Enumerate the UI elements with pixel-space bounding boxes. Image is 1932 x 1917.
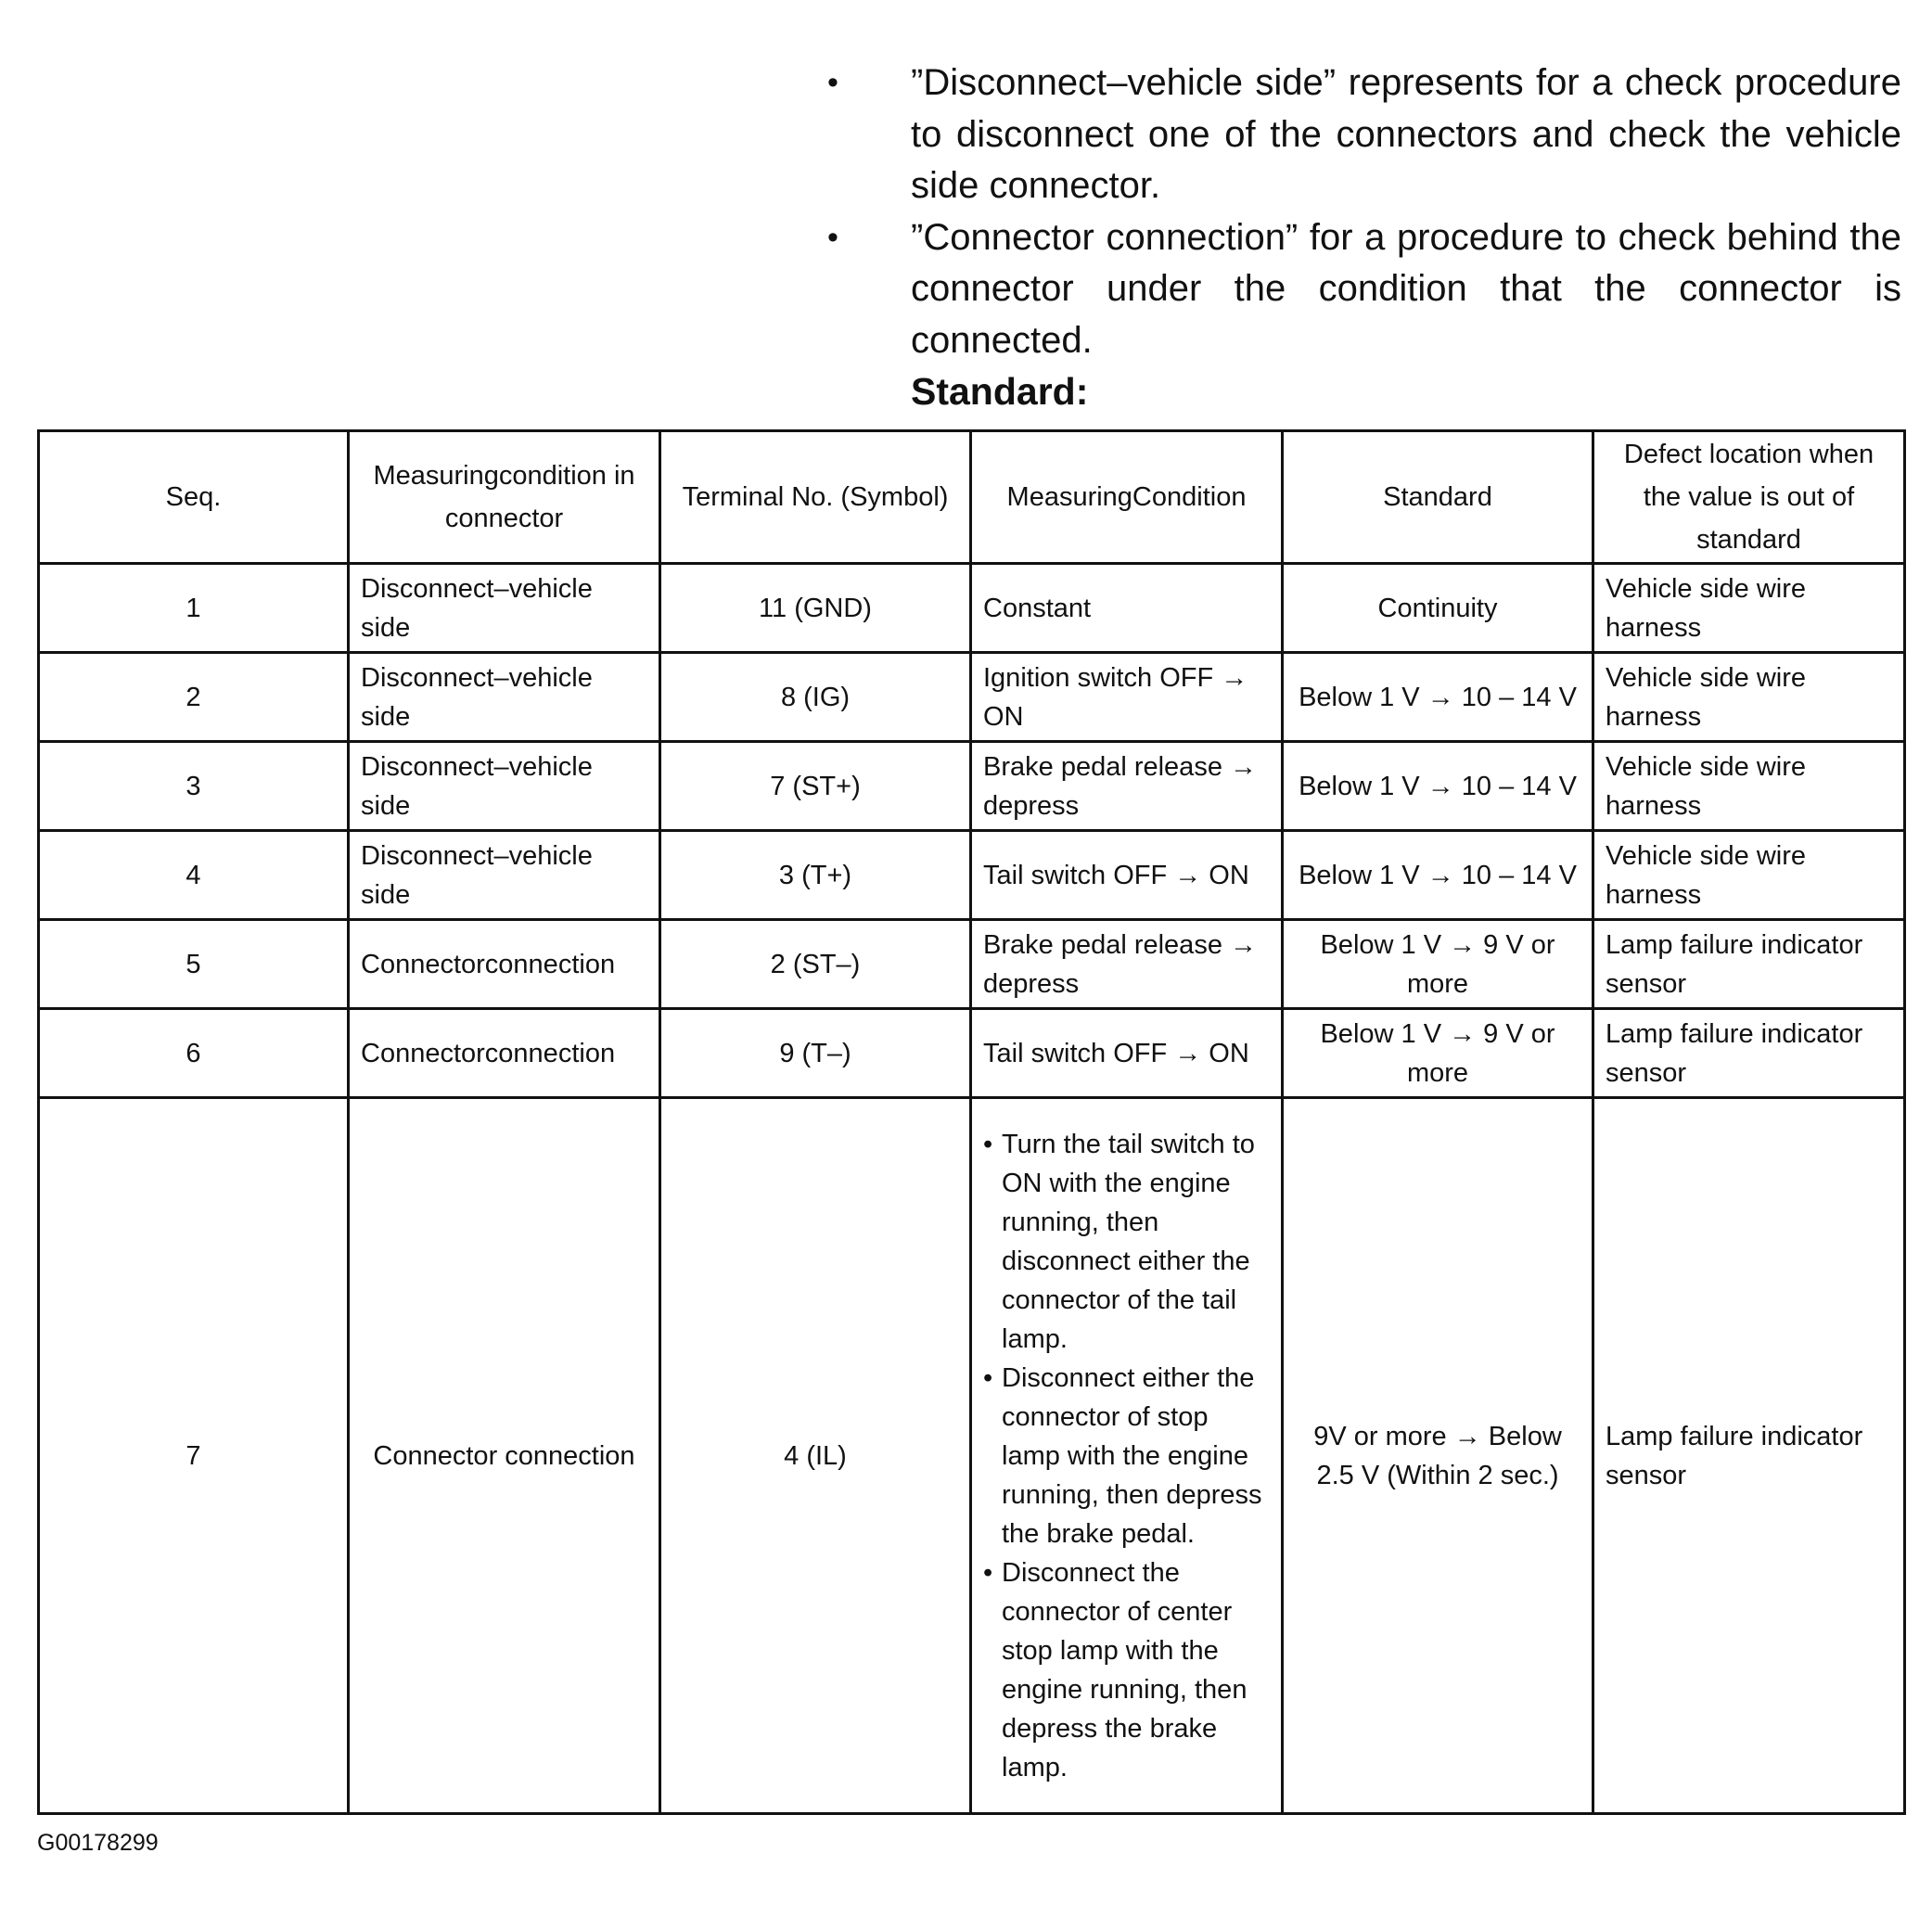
table-row [39,742,1905,831]
cell-terminal: 11 (GND) [660,564,971,653]
table-row [39,564,1905,653]
intro-bullet [818,212,1901,367]
cell-seq: 6 [39,1009,349,1098]
header-seq: Seq. [39,431,349,564]
cell-condition-in-connector: Connectorconnection [349,1009,660,1098]
table-row [39,831,1905,920]
intro-bullet [818,58,1901,212]
cell-seq: 3 [39,742,349,831]
cell-standard: 9V or more → Below 2.5 V (Within 2 sec.) [1283,1098,1593,1814]
cell-seq: 2 [39,653,349,742]
standard-heading: Standard: [911,370,1089,413]
cell-measuring-condition: Ignition switch OFF → ON [971,653,1283,742]
intro-bullet-text: ”Disconnect–vehicle side” represents for a check procedure to disconnect one of the connectors and check the vehicle side connector. [911,62,1901,206]
intro-bullets [818,58,1901,418]
header-measuring-condition: MeasuringCondition [971,431,1283,564]
intro-bullet-text: ”Connector connection” for a procedure to check behind the connector under the condition that the connector is connected. [911,216,1901,361]
cell-condition-in-connector: Connectorconnection [349,920,660,1009]
cell-standard: Below 1 V → 10 – 14 V [1283,653,1593,742]
cell-measuring-condition: Brake pedal release → depress [971,920,1283,1009]
cell-terminal: 9 (T–) [660,1009,971,1098]
cell-terminal: 3 (T+) [660,831,971,920]
cell-standard: Below 1 V → 9 V or more [1283,920,1593,1009]
cell-condition-in-connector: Disconnect–vehicle side [349,564,660,653]
cell-measuring-condition: Constant [971,564,1283,653]
header-defect-location: Defect location when the value is out of standard [1593,431,1905,564]
table-row [39,1098,1905,1814]
procedure-list [983,1125,1270,1787]
table-row [39,920,1905,1009]
cell-defect-location: Vehicle side wire harness [1593,742,1905,831]
header-standard: Standard [1283,431,1593,564]
procedure-step: • Disconnect the connector of center stop lamp with the engine running, then depress the brake lamp. [983,1553,1270,1787]
cell-seq: 7 [39,1098,349,1814]
bullet-dot-icon: • [827,219,838,255]
cell-defect-location: Vehicle side wire harness [1593,564,1905,653]
cell-standard: Below 1 V → 10 – 14 V [1283,742,1593,831]
procedure-step: • Turn the tail switch to ON with the engine running, then disconnect either the connector of the tail lamp. [983,1125,1270,1359]
cell-defect-location: Vehicle side wire harness [1593,831,1905,920]
cell-condition-in-connector: Disconnect–vehicle side [349,831,660,920]
cell-condition-in-connector: Disconnect–vehicle side [349,653,660,742]
cell-measuring-condition: Brake pedal release → depress [971,742,1283,831]
cell-condition-in-connector: Connector connection [349,1098,660,1814]
cell-seq: 4 [39,831,349,920]
cell-terminal: 8 (IG) [660,653,971,742]
cell-seq: 5 [39,920,349,1009]
inspection-table [37,429,1906,1815]
cell-defect-location: Lamp failure indicator sensor [1593,920,1905,1009]
header-terminal: Terminal No. (Symbol) [660,431,971,564]
cell-measuring-condition: Tail switch OFF → ON [971,1009,1283,1098]
cell-defect-location: Lamp failure indicator sensor [1593,1009,1905,1098]
procedure-step: • Disconnect either the connector of stop lamp with the engine running, then depress the brake pedal. [983,1359,1270,1553]
cell-terminal: 2 (ST–) [660,920,971,1009]
cell-standard: Continuity [1283,564,1593,653]
table-row [39,653,1905,742]
table-header-row [39,431,1905,564]
cell-standard: Below 1 V → 9 V or more [1283,1009,1593,1098]
figure-id: G00178299 [37,1830,159,1856]
cell-standard: Below 1 V → 10 – 14 V [1283,831,1593,920]
table-row [39,1009,1905,1098]
header-condition-in-connector: Measuringcondition in connector [349,431,660,564]
cell-terminal: 7 (ST+) [660,742,971,831]
cell-measuring-condition: Tail switch OFF → ON [971,831,1283,920]
cell-defect-location: Lamp failure indicator sensor [1593,1098,1905,1814]
cell-defect-location: Vehicle side wire harness [1593,653,1905,742]
bullet-dot-icon: • [827,65,838,100]
cell-seq: 1 [39,564,349,653]
cell-terminal: 4 (IL) [660,1098,971,1814]
cell-condition-in-connector: Disconnect–vehicle side [349,742,660,831]
cell-measuring-procedure [971,1098,1283,1814]
